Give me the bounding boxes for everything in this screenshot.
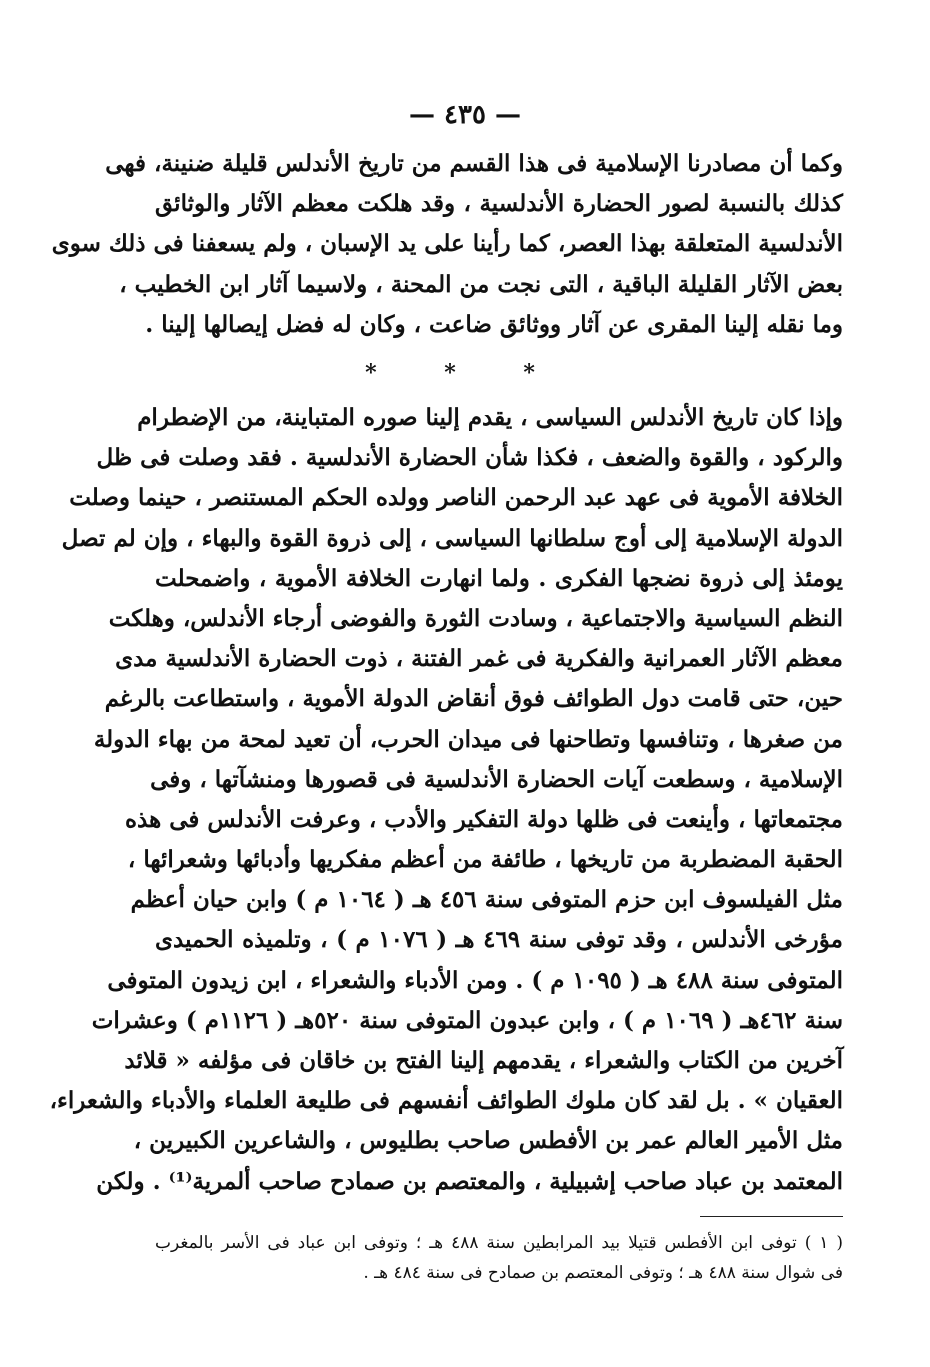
text-line: وإذا كان تاريخ الأندلس السياسى ، يقدم إلينا صوره المتباينة، من الإضطرام bbox=[137, 404, 843, 431]
text-line: الدولة الإسلامية إلى أوج سلطانها السياسى ، إلى ذروة القوة والبهاء ، وإن لم تصل bbox=[61, 524, 843, 552]
section-separator: * * * bbox=[365, 360, 565, 386]
text-line: الخلافة الأموية فى عهد عبد الرحمن الناصر وولده الحكم المستنصر ، حينما وصلت bbox=[69, 484, 843, 512]
footnotes bbox=[155, 1228, 843, 1288]
text-line: مؤرخى الأندلس ، وقد توفى سنة ٤٦٩ هـ ( ١٠٧٦ م ) ، وتلميذه الحميدى bbox=[155, 926, 843, 954]
text-line: آخرين من الكتاب والشعراء ، يقدمهم إلينا الفتح بن خاقان فى مؤلفه « قلائد bbox=[124, 1047, 843, 1074]
text-line: معظم الآثار العمرانية والفكرية فى غمر الفتنة ، ذوت الحضارة الأندلسية مدى bbox=[115, 645, 843, 673]
paragraph-1 bbox=[51, 144, 843, 345]
text-line: سنة ٤٦٢هـ ( ١٠٦٩ م ) ، وابن عبدون المتوفى سنة ٥٢٠هـ ( ١١٢٦م ) وعشرات bbox=[91, 1006, 843, 1034]
text-line: والركود ، والقوة والضعف ، فكذا شأن الحضارة الأندلسية . فقد وصلت فى ظل bbox=[96, 444, 843, 472]
text-line: مثل الأمير العالم عمر بن الأفطس صاحب بطليوس ، والشاعرين الكبيرين ، bbox=[133, 1127, 843, 1155]
text-line: مجتمعاتها ، وأينعت فى ظلها دولة التفكير والأدب ، وعرفت الأندلس فى هذه bbox=[125, 805, 843, 833]
paragraph-2 bbox=[49, 398, 843, 1202]
page-number: — ٤٣٥ — bbox=[408, 100, 522, 130]
text-line: مثل الفيلسوف ابن حزم المتوفى سنة ٤٥٦ هـ ( ١٠٦٤ م ) وابن حيان أعظم bbox=[130, 886, 843, 914]
text-line: النظم السياسية والاجتماعية ، وسادت الثورة والفوضى أرجاء الأندلس، وهلكت bbox=[108, 604, 843, 632]
footnote-divider bbox=[700, 1216, 843, 1217]
text-line: المعتمد بن عباد صاحب إشبيلية ، والمعتصم بن صمادح صاحب ألمرية⁽¹⁾ . ولكن bbox=[96, 1167, 843, 1195]
text-line: الإسلامية ، وسطعت آيات الحضارة الأندلسية فى قصورها ومنشآتها ، وفى bbox=[150, 765, 843, 793]
text-line: بعض الآثار القليلة الباقية ، التى نجت من المحنة ، ولاسيما آثار ابن الخطيب ، bbox=[119, 270, 843, 298]
text-line: المتوفى سنة ٤٨٨ هـ ( ١٠٩٥ م ) . ومن الأدباء والشعراء ، ابن زيدون المتوفى bbox=[107, 966, 843, 994]
text-line: وما نقله إلينا المقرى عن آثار ووثائق ضاعت ، وكان له فضل إيصالها إلينا . bbox=[145, 310, 843, 338]
text-line: العقيان » . بل لقد كان ملوك الطوائف أنفسهم فى طليعة العلماء والأدباء والشعراء، bbox=[49, 1087, 843, 1115]
text-line: الأندلسية المتعلقة بهذا العصر، كما رأينا على يد الإسبان ، ولم يسعفنا فى ذلك سوى bbox=[51, 230, 843, 258]
text-line: الحقبة المضطربة من تاريخها ، طائفة من أعظم مفكريها وأدبائها وشعرائها ، bbox=[127, 846, 843, 874]
text-line: كذلك بالنسبة لصور الحضارة الأندلسية ، وقد هلكت معظم الآثار والوثائق bbox=[155, 190, 843, 218]
text-line: يومئذ إلى ذروة نضجها الفكرى . ولما انهارت الخلافة الأموية ، واضمحلت bbox=[155, 564, 843, 592]
footnote-line: فى شوال سنة ٤٨٨ هـ ؛ وتوفى المعتصم بن صمادح فى سنة ٤٨٤ هـ . bbox=[363, 1263, 843, 1283]
text-line: وكما أن مصادرنا الإسلامية فى هذا القسم من تاريخ الأندلس قليلة ضنينة، فهى bbox=[105, 150, 843, 177]
footnote-line: ( ١ ) توفى ابن الأفطس قتيلا بيد المرابطين سنة ٤٨٨ هـ ؛ وتوفى ابن عباد فى الأسر بالمغرب bbox=[155, 1233, 843, 1253]
text-line: من صغرها ، وتنافسها وتطاحنها فى ميدان الحرب، أن تعيد لمحة من بهاء الدولة bbox=[93, 725, 843, 753]
text-line: حين، حتى قامت دول الطوائف فوق أنقاض الدولة الأموية ، واستطاعت بالرغم bbox=[104, 685, 843, 713]
